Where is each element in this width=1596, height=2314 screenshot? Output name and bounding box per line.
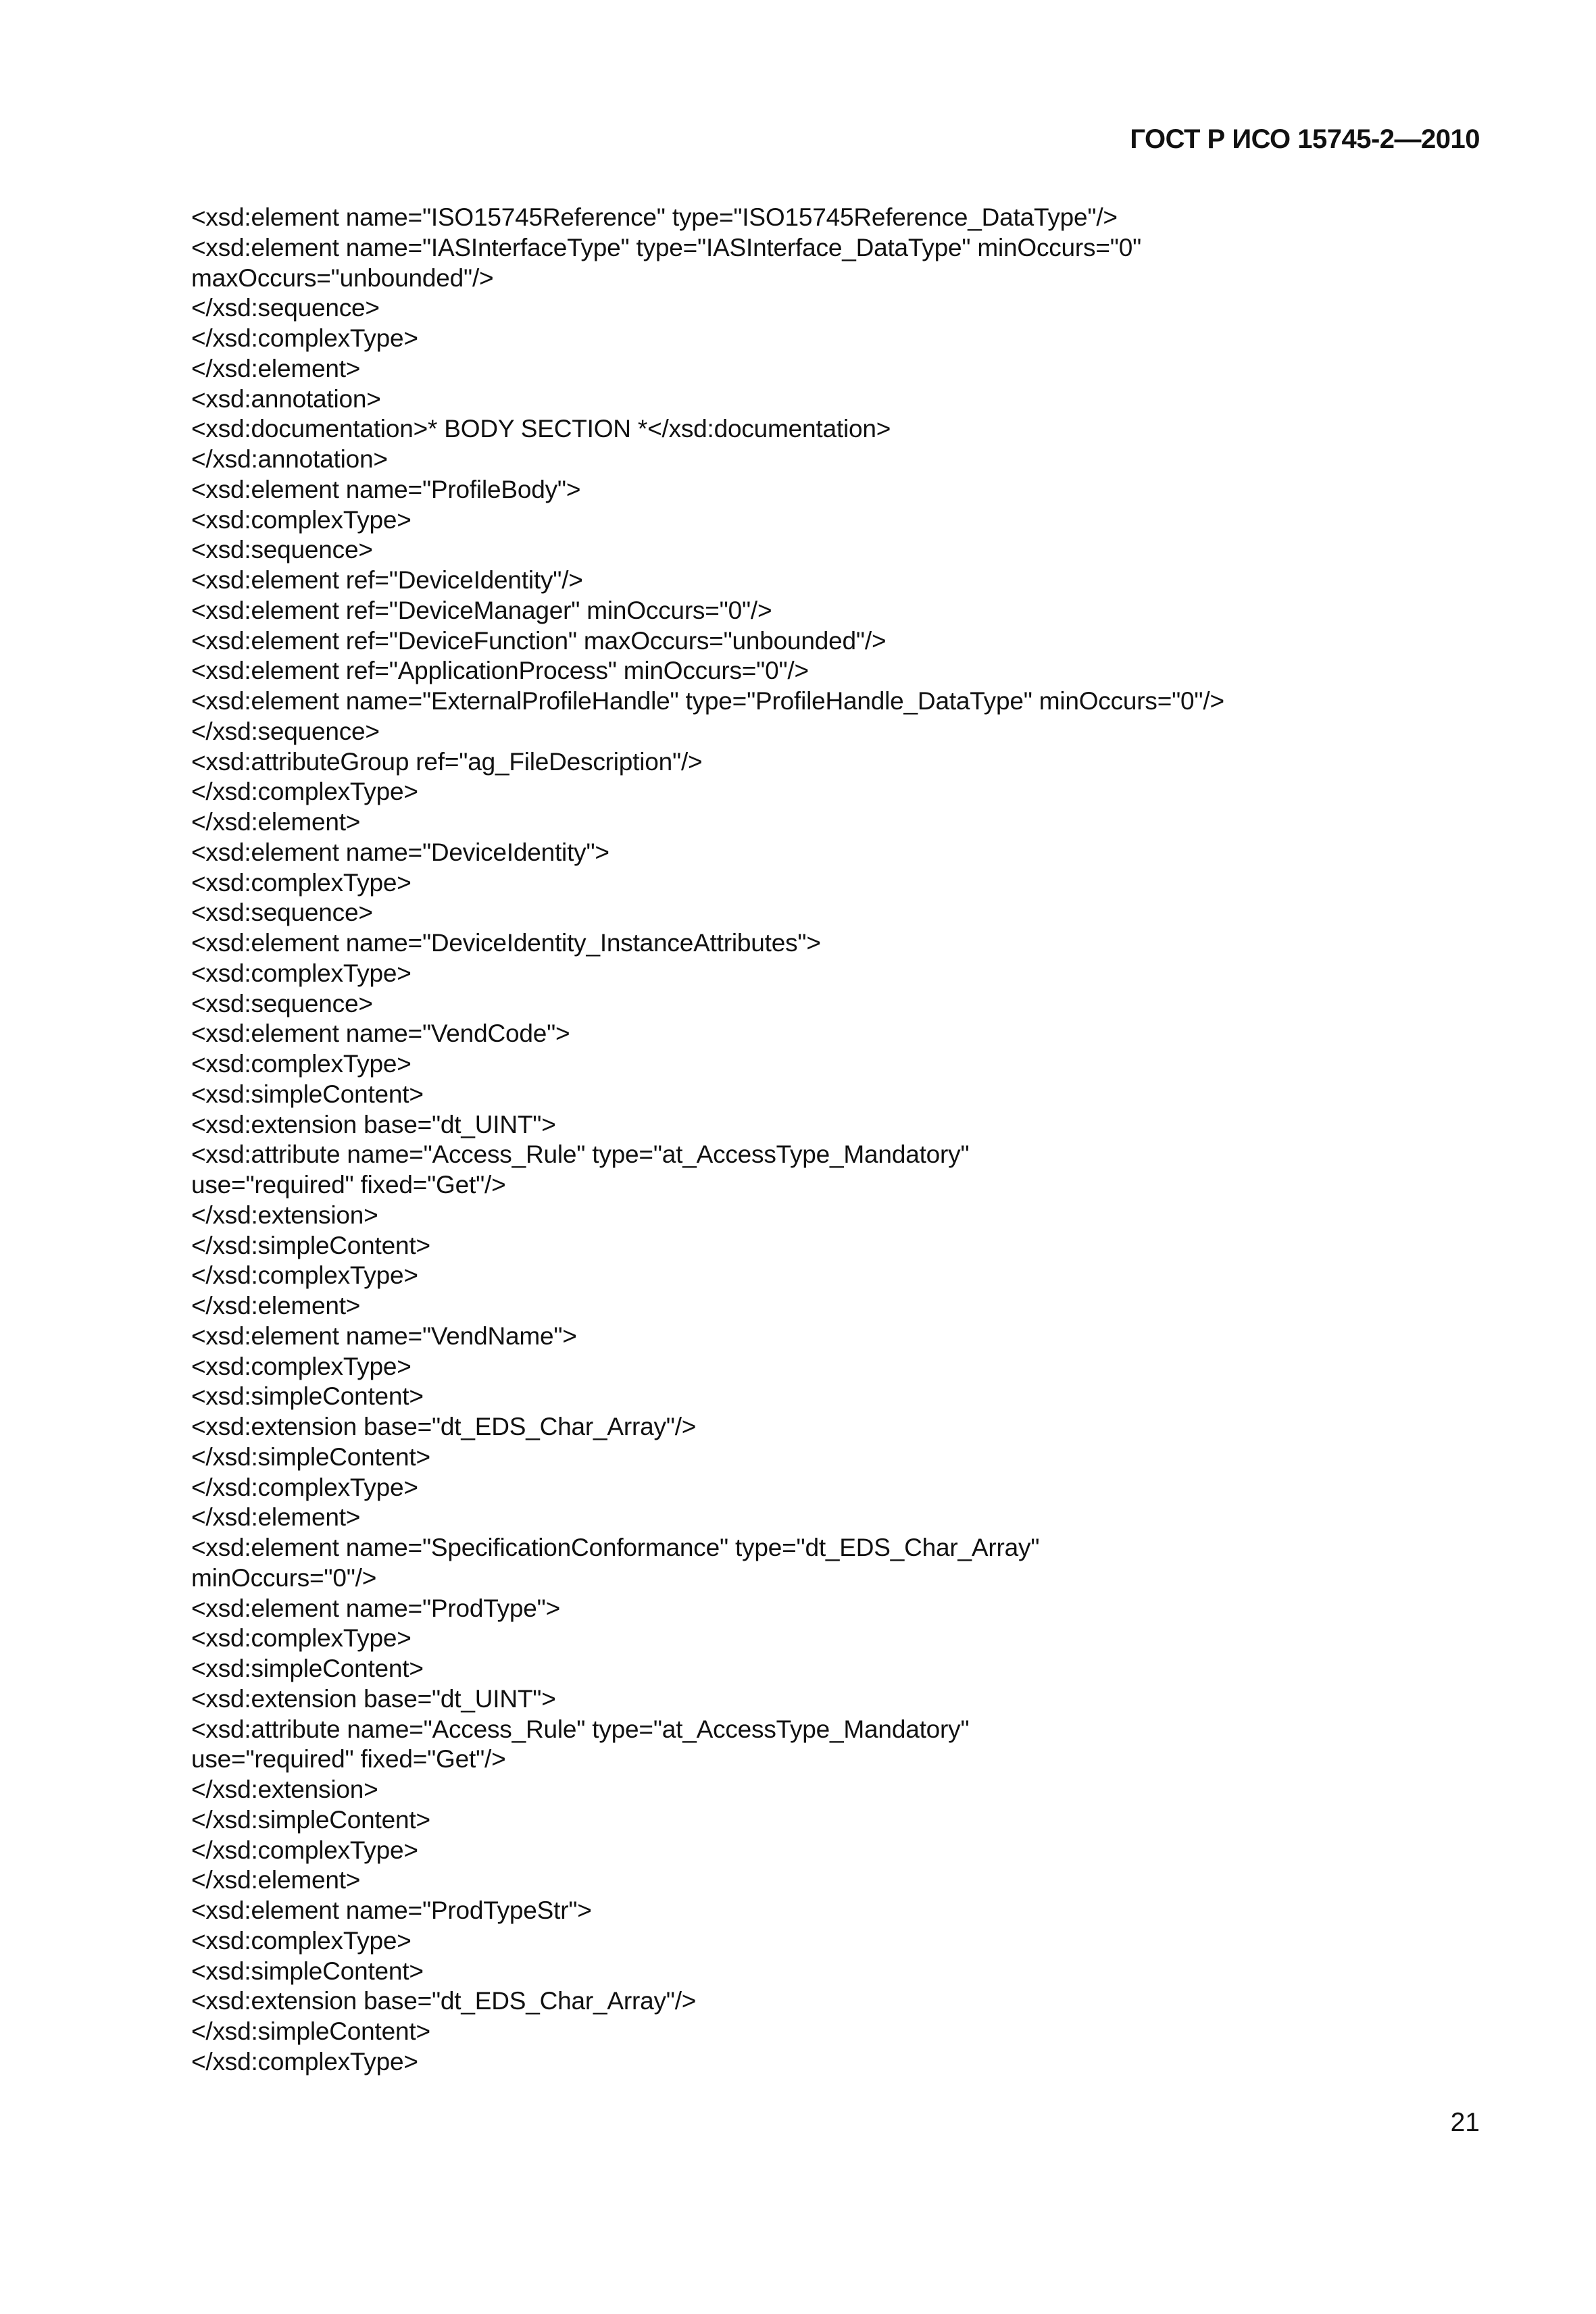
code-line: <xsd:sequence>	[191, 899, 373, 927]
code-line: <xsd:element name="DeviceIdentity">	[191, 838, 609, 866]
code-line: </xsd:element>	[191, 1292, 361, 1319]
code-line: <xsd:simpleContent>	[191, 1382, 424, 1411]
code-line: <xsd:element name="SpecificationConformance" type="dt_EDS_Char_Array"	[191, 1534, 1040, 1561]
code-line: </xsd:simpleContent>	[191, 1442, 430, 1471]
code-line: <xsd:element name="ProfileBody">	[191, 475, 581, 503]
code-line: <xsd:sequence>	[191, 989, 373, 1017]
code-line: <xsd:attributeGroup ref="ag_FileDescription"/>	[191, 747, 703, 776]
code-line: <xsd:extension base="dt_UINT">	[191, 1684, 556, 1713]
code-line: <xsd:extension base="dt_EDS_Char_Array"/>	[191, 1987, 697, 2015]
code-line: <xsd:complexType>	[191, 1926, 412, 1955]
code-line: </xsd:element>	[191, 1866, 361, 1894]
code-line: maxOccurs="unbounded"/>	[191, 263, 494, 292]
code-line: <xsd:complexType>	[191, 868, 412, 897]
code-line: <xsd:element name="ProdType">	[191, 1594, 560, 1622]
code-line: </xsd:complexType>	[191, 1261, 418, 1290]
code-line: <xsd:element name="ISO15745Reference" type="ISO15745Reference_DataType"/>	[191, 203, 1118, 231]
code-line: <xsd:simpleContent>	[191, 1957, 424, 1985]
code-line: </xsd:complexType>	[191, 778, 418, 806]
code-line: <xsd:complexType>	[191, 505, 412, 534]
code-line: <xsd:element ref="DeviceIdentity"/>	[191, 566, 583, 594]
code-line: <xsd:extension base="dt_UINT">	[191, 1110, 556, 1138]
code-line: <xsd:element ref="DeviceFunction" maxOccurs="unbounded"/>	[191, 626, 887, 655]
code-line: </xsd:simpleContent>	[191, 1231, 430, 1259]
code-line: <xsd:element name="ProdTypeStr">	[191, 1896, 592, 1924]
code-line: </xsd:complexType>	[191, 2047, 418, 2076]
code-line: use="required" fixed="Get"/>	[191, 1171, 506, 1199]
code-line: <xsd:sequence>	[191, 536, 373, 564]
code-line: </xsd:extension>	[191, 1776, 378, 1803]
code-line: <xsd:element name="VendCode">	[191, 1020, 570, 1048]
page-number: 21	[1450, 2108, 1480, 2137]
code-line: minOccurs="0"/>	[191, 1563, 377, 1592]
code-line: <xsd:attribute name="Access_Rule" type="at_AccessType_Mandatory"	[191, 1140, 970, 1169]
code-line: </xsd:complexType>	[191, 1836, 418, 1864]
document-header-standard-id: ГОСТ Р ИСО 15745-2—2010	[1130, 124, 1480, 154]
code-line: <xsd:complexType>	[191, 1352, 412, 1380]
code-line: <xsd:simpleContent>	[191, 1080, 424, 1108]
code-line: <xsd:element ref="ApplicationProcess" minOccurs="0"/>	[191, 657, 809, 685]
code-line: <xsd:complexType>	[191, 959, 412, 987]
code-line: </xsd:element>	[191, 808, 361, 836]
code-line: <xsd:complexType>	[191, 1624, 412, 1653]
code-line: <xsd:annotation>	[191, 384, 381, 413]
code-line: <xsd:element ref="DeviceManager" minOccurs="0"/>	[191, 596, 772, 624]
code-line: </xsd:element>	[191, 354, 361, 382]
code-line: <xsd:documentation>* BODY SECTION *</xsd:documentation>	[191, 415, 891, 443]
code-line: </xsd:extension>	[191, 1201, 378, 1229]
code-line: </xsd:simpleContent>	[191, 2017, 430, 2045]
code-line: </xsd:element>	[191, 1503, 361, 1532]
code-line: <xsd:extension base="dt_EDS_Char_Array"/>	[191, 1413, 697, 1440]
code-line: </xsd:simpleContent>	[191, 1805, 430, 1834]
code-line: </xsd:sequence>	[191, 294, 380, 322]
code-line: </xsd:complexType>	[191, 1473, 418, 1501]
code-line: </xsd:sequence>	[191, 717, 380, 745]
code-line: <xsd:simpleContent>	[191, 1655, 424, 1682]
code-line: <xsd:element name="DeviceIdentity_InstanceAttributes">	[191, 929, 821, 957]
code-line: <xsd:attribute name="Access_Rule" type="at_AccessType_Mandatory"	[191, 1715, 970, 1743]
code-line: <xsd:complexType>	[191, 1050, 412, 1078]
code-line: <xsd:element name="ExternalProfileHandle" type="ProfileHandle_DataType" minOccurs="0"/>	[191, 687, 1224, 715]
code-line: </xsd:annotation>	[191, 445, 388, 473]
code-line: use="required" fixed="Get"/>	[191, 1745, 506, 1774]
code-line: <xsd:element name="IASInterfaceType" type="IASInterface_DataType" minOccurs="0"	[191, 233, 1142, 261]
xsd-code-listing	[191, 203, 1475, 2078]
code-line: <xsd:element name="VendName">	[191, 1322, 577, 1350]
code-line: </xsd:complexType>	[191, 324, 418, 352]
